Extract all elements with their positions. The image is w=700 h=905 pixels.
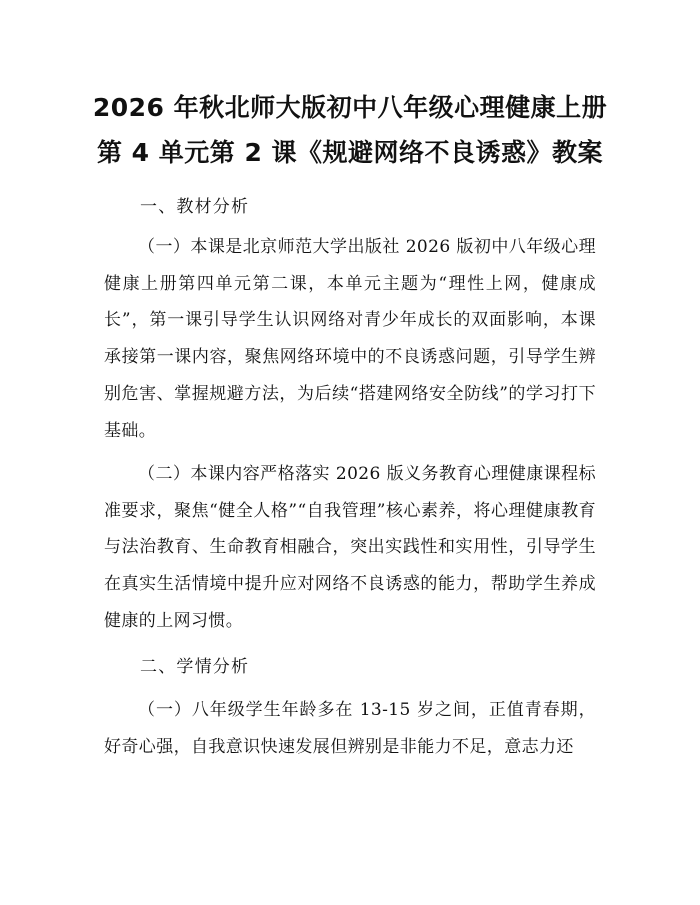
document-title-line-1: 2026 年秋北师大版初中八年级心理健康上册 — [92, 93, 608, 122]
paragraph-textbook-analysis-1: （一）本课是北京师范大学出版社 2026 版初中八年级心理健康上册第四单元第二课，本单元主题为“理性上网，健康成长”，第一课引导学生认识网络对青少年成长的双面影响，本课承接第一课内容，聚焦网络环境中的不良诱惑问题，引导学生辨别危害、掌握规避方法，为后续“搭建网络安全防线”的学习打下基础。 — [104, 237, 596, 441]
document-title-line-2: 第 4 单元第 2 课《规避网络不良诱惑》教案 — [96, 138, 604, 167]
paragraph-textbook-analysis-2: （二）本课内容严格落实 2026 版义务教育心理健康课程标准要求，聚焦“健全人格”“自我管理”核心素养，将心理健康教育与法治教育、生命教育相融合，突出实践性和实用性，引导学生在真实生活情境中提升应对网络不良诱惑的能力，帮助学生养成健康的上网习惯。 — [104, 464, 596, 631]
section-heading-textbook-analysis: 一、教材分析 — [140, 197, 250, 217]
section-heading-student-analysis: 二、学情分析 — [140, 657, 250, 677]
paragraph-student-analysis-1: （一）八年级学生年龄多在 13-15 岁之间，正值青春期，好奇心强，自我意识快速发展但辨别是非能力不足，意志力还 — [104, 700, 596, 757]
